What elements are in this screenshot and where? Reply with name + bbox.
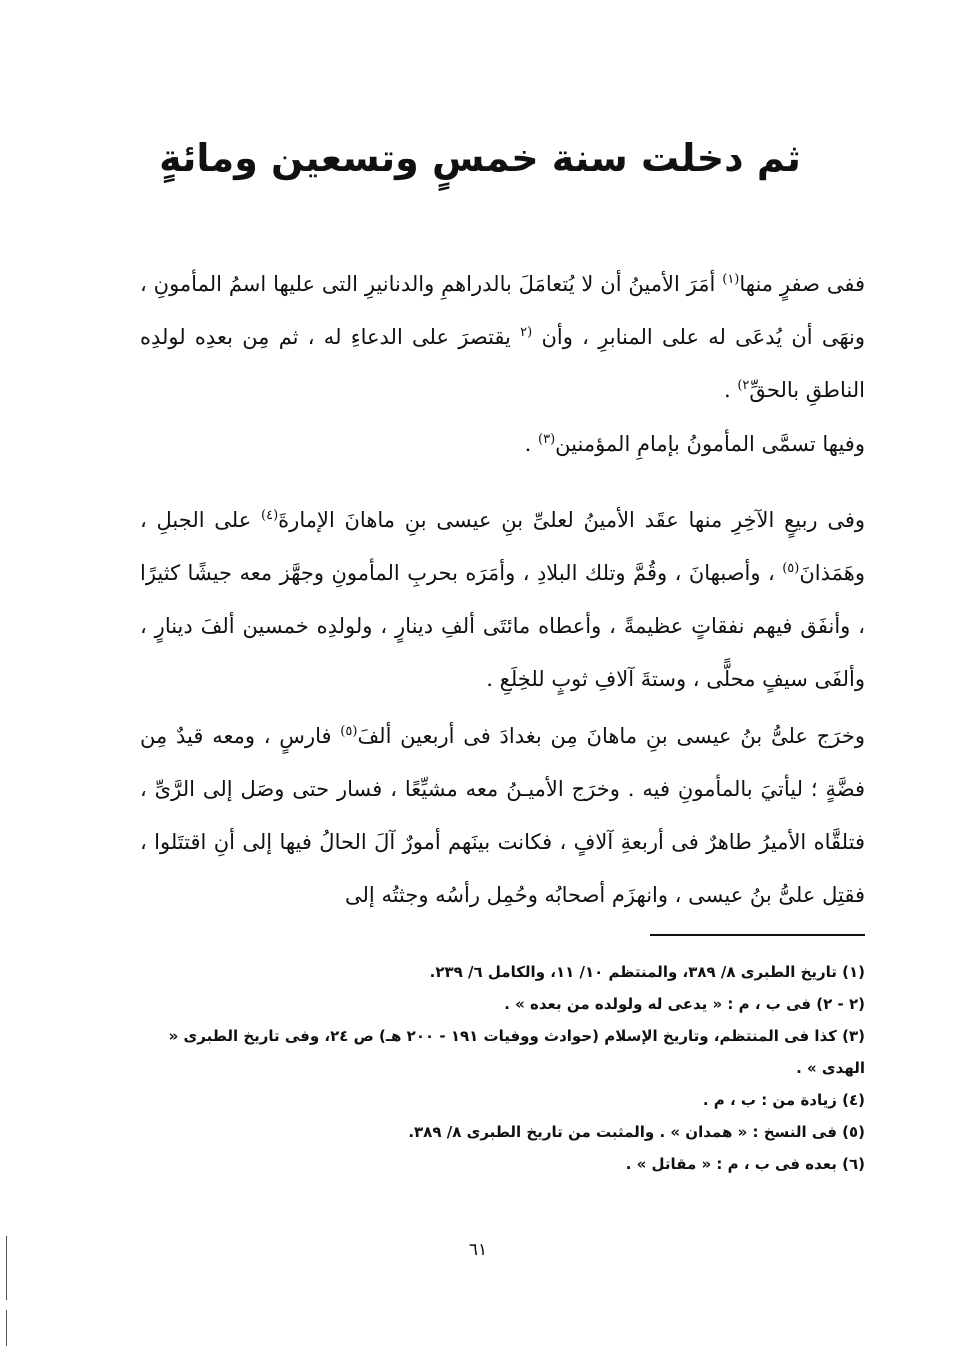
paragraph-3 xyxy=(140,494,865,706)
footnote-1: (١) تاريخ الطبرى ٨/ ٣٨٩، والمنتظم ١٠/ ١١، والكامل ٦/ ٢٣٩. xyxy=(429,963,865,981)
footnote-5: (٥) فى النسخ : « همدان » . والمثبت من تاريخ الطبرى ٨/ ٣٨٩. xyxy=(408,1123,865,1141)
footnote-ref-2-start: (٢ xyxy=(520,325,533,340)
footnote-separator xyxy=(650,934,865,936)
paragraph-text: فارسٍ ، ومعه قيدٌ مِن فضَّةٍ ؛ ليأتيَ بالمأمونِ فيه . وخرَج الأميـنُ معه مشيِّعًا ، فسار حتى وصَل إلى الرَّىِّ ، فتلقَّاه الأميرُ طاهرٌ فى أربعةِ آلافٍ ، فكانت بينَهم أمورٌ آلَ الحالُ فيها إلى أنِ اقتتَلوا ، فقتِل علىُّ بنُ عيسى ، وانهزَم أصحابُه وحُمِل رأسُه وجثتُه إلى xyxy=(140,724,865,907)
paragraph-text: وفى ربيعٍ الآخِرِ منها عقَد الأمينُ لعلىِّ بنِ عيسى بنِ ماهانَ الإمارةَ xyxy=(278,508,866,532)
paragraph-1 xyxy=(140,258,865,417)
paragraph-text: يقتصرَ على الدعاءِ له ، ثم مِن بعدِه لولدِه الناطقِ بالحقِّ xyxy=(140,325,865,402)
footnote-ref-5: (٥) xyxy=(782,561,800,576)
scan-edge-mark xyxy=(6,1310,7,1346)
footnotes-list xyxy=(140,956,865,1180)
paragraph-2 xyxy=(140,418,865,471)
paragraph-text: وخرَج علىُّ بنُ عيسى بنِ ماهانَ مِن بغدادَ فى أربعين ألفَ xyxy=(357,724,865,748)
footnote-3: (٣) كذا فى المنتظم، وتاريخ الإسلام (حوادث ووفيات ١٩١ - ٢٠٠ هـ) ص ٢٤، وفى تاريخ الطبرى « الهدى » . xyxy=(168,1027,865,1077)
paragraph-text: ففى صفرٍ منها xyxy=(739,272,865,296)
footnote-ref-3: (٣) xyxy=(538,432,556,447)
footnote-ref-4: (٤) xyxy=(261,508,279,523)
paragraph-text: . xyxy=(723,378,738,402)
paragraph-text: أمَرَ الأمينُ أن لا يُتعامَلَ بالدراهمِ والدنانيرِ التى عليها اسمُ المأمونِ ، ونهَى أن يُدعَى له على المنابرِ ، وأن xyxy=(140,272,866,349)
footnote-4: (٤) زيادة من : ب ، م . xyxy=(702,1091,865,1109)
footnote-ref-2-end: ٢) xyxy=(737,378,750,393)
footnote-2: (٢ - ٢) فى ب ، م : « يدعى له ولولده من بعده » . xyxy=(504,995,865,1013)
footnote-ref-5b: (٥) xyxy=(340,724,358,739)
paragraph-text: . xyxy=(524,432,539,456)
footnote-6: (٦) بعده فى ب ، م : « مقاتل » . xyxy=(625,1155,865,1173)
chapter-title: ثم دخلت سنة خمسٍ وتسعين ومائةٍ xyxy=(159,136,801,180)
paragraph-text: وفيها تسمَّى المأمونُ بإمامِ المؤمنين xyxy=(555,432,865,456)
page-number: ٦١ xyxy=(468,1240,488,1260)
paragraph-text: ، وأصبهانَ ، وقُمَّ وتلك البلادِ ، وأمَرَه بحربِ المأمونِ وجهَّز معه جيشًا كثيرًا ، وأنفَق فيهم نفقاتٍ عظيمةً ، وأعطاه مائتَى ألفِ دينارٍ ، ولولدِه خمسين ألفَ دينارٍ ، وألفَى سيفٍ محلًّى ، وستةَ آلافِ ثوبٍ للخِلَعِ . xyxy=(140,561,865,691)
footnote-ref-1: (١) xyxy=(722,272,740,287)
scan-edge-mark xyxy=(6,1236,7,1300)
paragraph-4 xyxy=(140,710,865,922)
paragraph-text: على الجبلِ ، وهَمَذانَ xyxy=(140,508,865,585)
